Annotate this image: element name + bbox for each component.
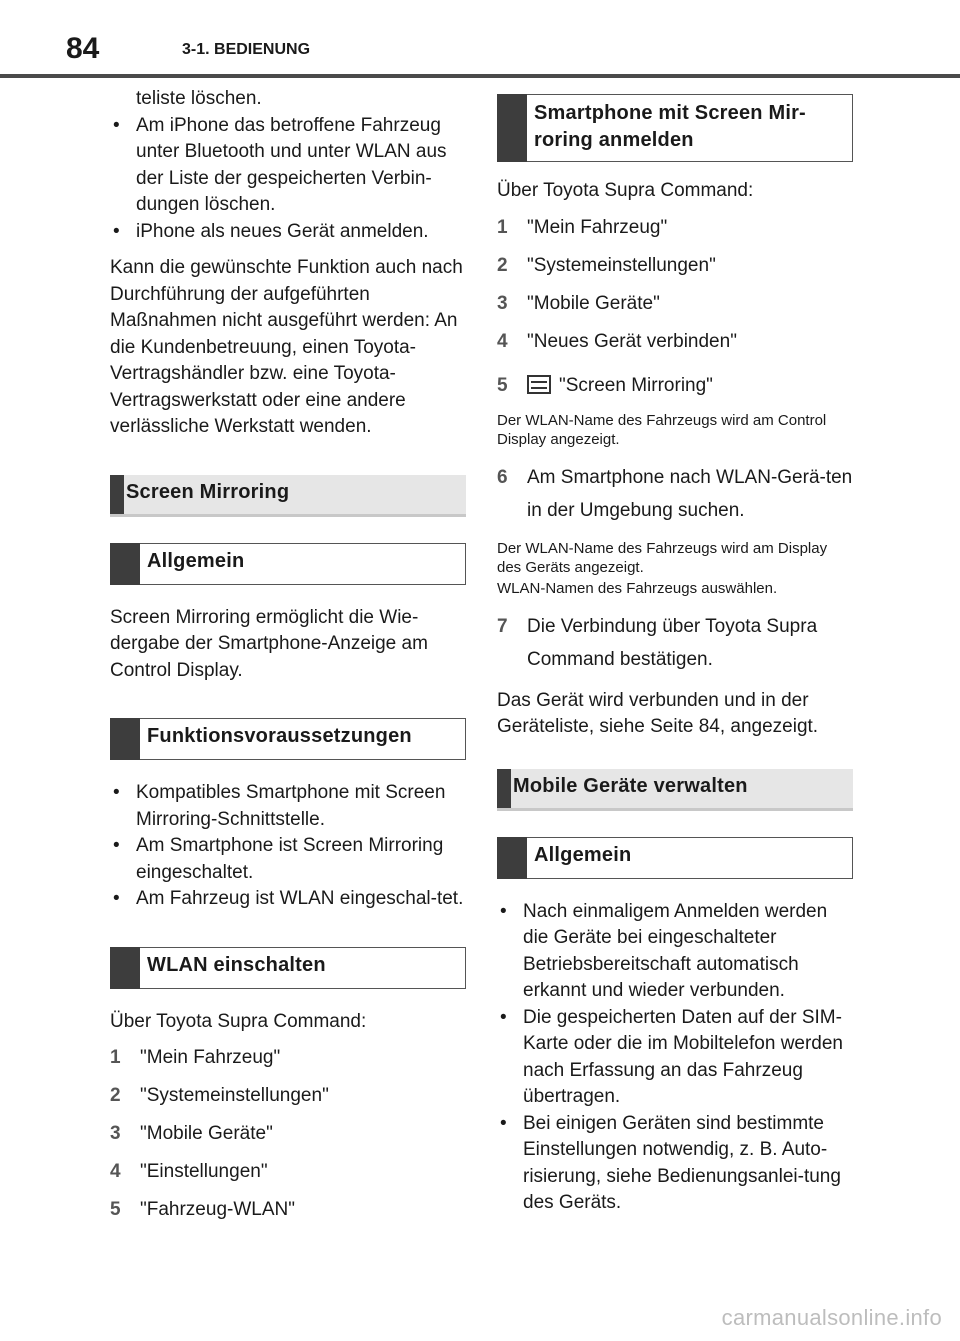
list-item: • Bei einigen Geräten sind bestimmte Einstellungen notwendig, z. B. Auto-risierung, siehe Bedienungsanlei-tung des Geräts. [497, 1111, 853, 1217]
subheading-text: Allgemein [534, 843, 632, 866]
step-text: "Mobile Geräte" [527, 292, 660, 314]
step-number: 4 [110, 1161, 121, 1182]
heading-mobile-geraete [497, 769, 853, 811]
connected-paragraph: Das Gerät wird verbunden und in der Geräteliste, siehe Seite 84, angezeigt. [497, 689, 819, 737]
note-line: Der WLAN-Name des Fahrzeugs wird am Display des Geräts angezeigt. [497, 539, 828, 576]
step-item [110, 1159, 466, 1185]
bullet-list-iphone [110, 113, 466, 246]
list-item: • Die gespeicherten Daten auf der SIM-Karte oder die im Mobiltelefon werden nach Erfassung an das Fahrzeug übertragen. [497, 1005, 853, 1111]
step-item [497, 373, 853, 399]
step-item [110, 1083, 466, 1109]
heading-text: Mobile Geräte verwalten [513, 774, 748, 797]
step-number: 5 [110, 1199, 121, 1220]
list-item: • Am iPhone das betroffene Fahrzeug unter Bluetooth und unter WLAN aus der Liste der gespeicherten Verbin-dungen löschen. [110, 113, 466, 219]
left-column [110, 86, 466, 1235]
subheading-text: Funktionsvoraussetzungen [147, 725, 412, 747]
step-text: Am Smartphone nach WLAN-Gerä-ten in der Umgebung suchen. [527, 466, 853, 521]
step-number: 7 [497, 615, 508, 637]
subheading-allgemein [497, 837, 853, 879]
step-text: "Systemeinstellungen" [527, 254, 716, 276]
heading-screen-mirroring [110, 475, 466, 517]
step-text: "Einstellungen" [140, 1161, 268, 1182]
step-text: Die Verbindung über Toyota Supra Command bestätigen. [527, 615, 818, 670]
step-number: 3 [497, 292, 508, 314]
step-text: "Systemeinstellungen" [140, 1085, 329, 1106]
step-text: "Neues Gerät verbinden" [527, 330, 737, 352]
command-intro: Über Toyota Supra Command: [497, 180, 754, 201]
step-text: "Screen Mirroring" [559, 374, 713, 396]
step-item [497, 610, 853, 676]
support-paragraph: Kann die gewünschte Funktion auch nach Durchführung der aufgeführten Maßnahmen nicht ausgeführt werden: An die Kundenbetreuung, einen Toyota-Vertragshändler bzw. eine Toyota-Vertragswerkstatt oder eine andere verlässliche Werkstatt wenden. [110, 257, 463, 437]
step-item [110, 1197, 466, 1223]
step-number: 4 [497, 330, 508, 352]
step-item [497, 329, 853, 355]
step-item [497, 461, 853, 527]
step-item [497, 215, 853, 241]
step-number: 5 [497, 374, 508, 396]
step-text: "Mein Fahrzeug" [140, 1047, 281, 1068]
subheading-text: Smartphone mit Screen Mir-roring anmelden [534, 102, 806, 151]
bullet-list-requirements [110, 780, 466, 913]
screen-mirroring-icon [527, 375, 551, 394]
subheading-text: Allgemein [147, 549, 245, 572]
step-number: 2 [110, 1085, 121, 1106]
screen-mirroring-paragraph: Screen Mirroring ermöglicht die Wie-dergabe der Smartphone-Anzeige am Control Display. [110, 606, 428, 681]
page-header [0, 0, 960, 80]
step-number: 3 [110, 1123, 121, 1144]
list-item: • Kompatibles Smartphone mit Screen Mirroring-Schnittstelle. [110, 780, 466, 833]
list-item: • iPhone als neues Gerät anmelden. [110, 219, 466, 246]
step-number: 1 [110, 1047, 121, 1068]
page-number: 84 [66, 32, 100, 65]
note-text [497, 539, 853, 577]
step-text: "Fahrzeug-WLAN" [140, 1199, 295, 1220]
step-item [110, 1121, 466, 1147]
header-divider [0, 74, 960, 78]
step-item [497, 253, 853, 279]
step-item [110, 1045, 466, 1071]
note-text: WLAN-Namen des Fahrzeugs auswählen. [497, 579, 778, 597]
step-text: "Mein Fahrzeug" [527, 216, 668, 238]
step-number: 6 [497, 466, 508, 488]
list-item: • Am Smartphone ist Screen Mirroring eingeschaltet. [110, 833, 466, 886]
subheading-text: WLAN einschalten [147, 953, 326, 976]
step-number: 2 [497, 254, 508, 276]
subheading-allgemein [110, 543, 466, 585]
bullet-list-devices [497, 899, 853, 1217]
section-title: 3-1. BEDIENUNG [182, 41, 311, 58]
subheading-funktionsvoraussetzungen [110, 718, 466, 760]
step-item [497, 291, 853, 317]
subheading-smartphone-anmelden [497, 94, 853, 162]
step-number: 1 [497, 216, 508, 238]
command-intro: Über Toyota Supra Command: [110, 1010, 367, 1032]
subheading-wlan-einschalten [110, 947, 466, 989]
watermark: carmanualsonline.info [721, 1305, 942, 1330]
list-item: • Am Fahrzeug ist WLAN eingeschal-tet. [110, 886, 466, 913]
note-text: Der WLAN-Name des Fahrzeugs wird am Control Display angezeigt. [497, 411, 827, 448]
continued-text: teliste löschen. [136, 88, 262, 109]
step-text: "Mobile Geräte" [140, 1123, 273, 1144]
heading-text: Screen Mirroring [126, 480, 290, 503]
list-item: • Nach einmaligem Anmelden werden die Geräte bei eingeschalteter Betriebsbereitschaft automatisch erkannt und wieder verbunden. [497, 899, 853, 1005]
right-column [497, 94, 853, 1217]
